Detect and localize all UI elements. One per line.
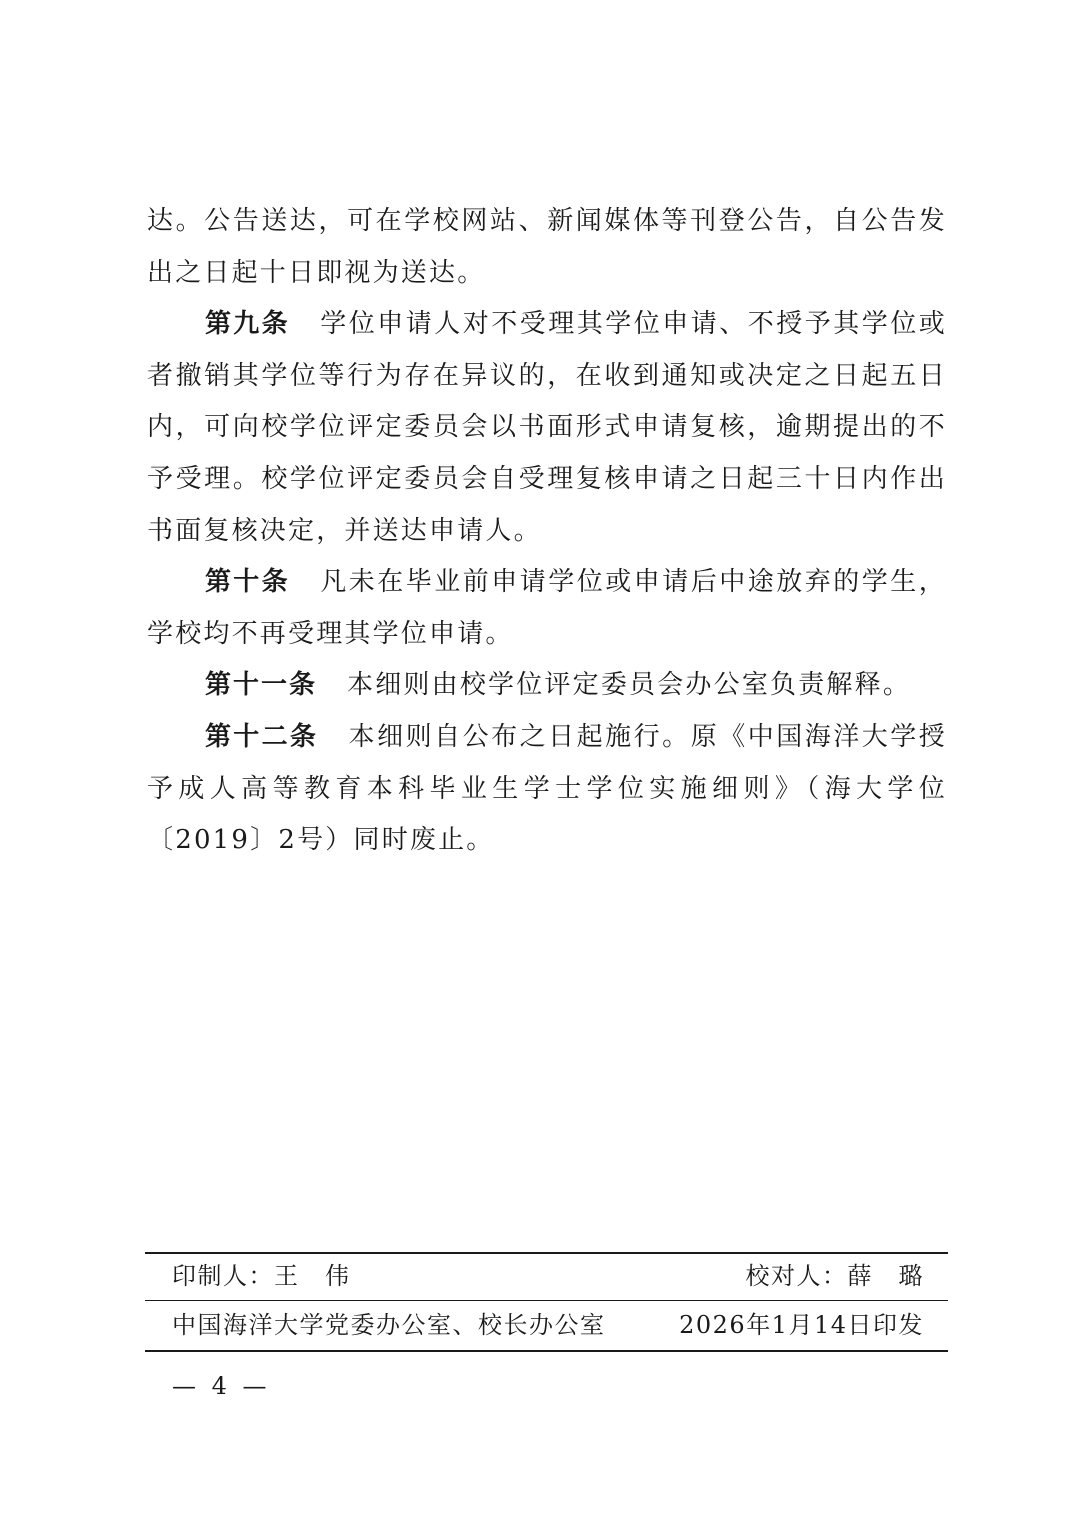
imprint-row-issuer (172, 1305, 924, 1345)
imprint-top-rule (145, 1252, 948, 1254)
article-11 (147, 660, 947, 712)
article-10-text: 凡未在毕业前申请学位或申请后中途放弃的学生，学校均不再受理其学位申请。 (147, 567, 947, 649)
article-12-label: 第十二条 (205, 721, 319, 752)
article-12 (147, 712, 947, 867)
document-body (147, 196, 947, 867)
article-10-label: 第十条 (205, 567, 290, 598)
paragraph-continued: 达。公告送达，可在学校网站、新闻媒体等刊登公告，自公告发出之日起十日即视为送达。 (147, 206, 947, 288)
article-10 (147, 557, 947, 660)
imprint-middle-rule (145, 1300, 948, 1301)
article-9-label: 第九条 (205, 309, 290, 340)
imprint-row-staff (172, 1256, 924, 1296)
article-12-text: 本细则自公布之日起施行。原《中国海洋大学授予成人高等教育本科毕业生学士学位实施细则》（海大学位〔2019〕2号）同时废止。 (147, 721, 947, 856)
issuing-office: 中国海洋大学党委办公室、校长办公室 (172, 1311, 606, 1339)
printer-name: 印制人：王 伟 (172, 1262, 351, 1290)
article-9-text: 学位申请人对不受理其学位申请、不授予其学位或者撤销其学位等行为存在异议的，在收到通知或决定之日起五日内，可向校学位评定委员会以书面形式申请复核，逾期提出的不予受理。校学位评定委员会自受理复核申请之日起三十日内作出书面复核决定，并送达申请人。 (147, 309, 947, 546)
proofreader-name: 校对人：薛 璐 (745, 1262, 924, 1290)
issue-date: 2026年1月14日印发 (679, 1311, 924, 1339)
page-number: — 4 — (172, 1372, 271, 1400)
article-11-text: 本细则由校学位评定委员会办公室负责解释。 (347, 670, 912, 701)
article-9 (147, 299, 947, 557)
article-11-label: 第十一条 (205, 670, 318, 701)
imprint-bottom-rule (145, 1350, 948, 1352)
